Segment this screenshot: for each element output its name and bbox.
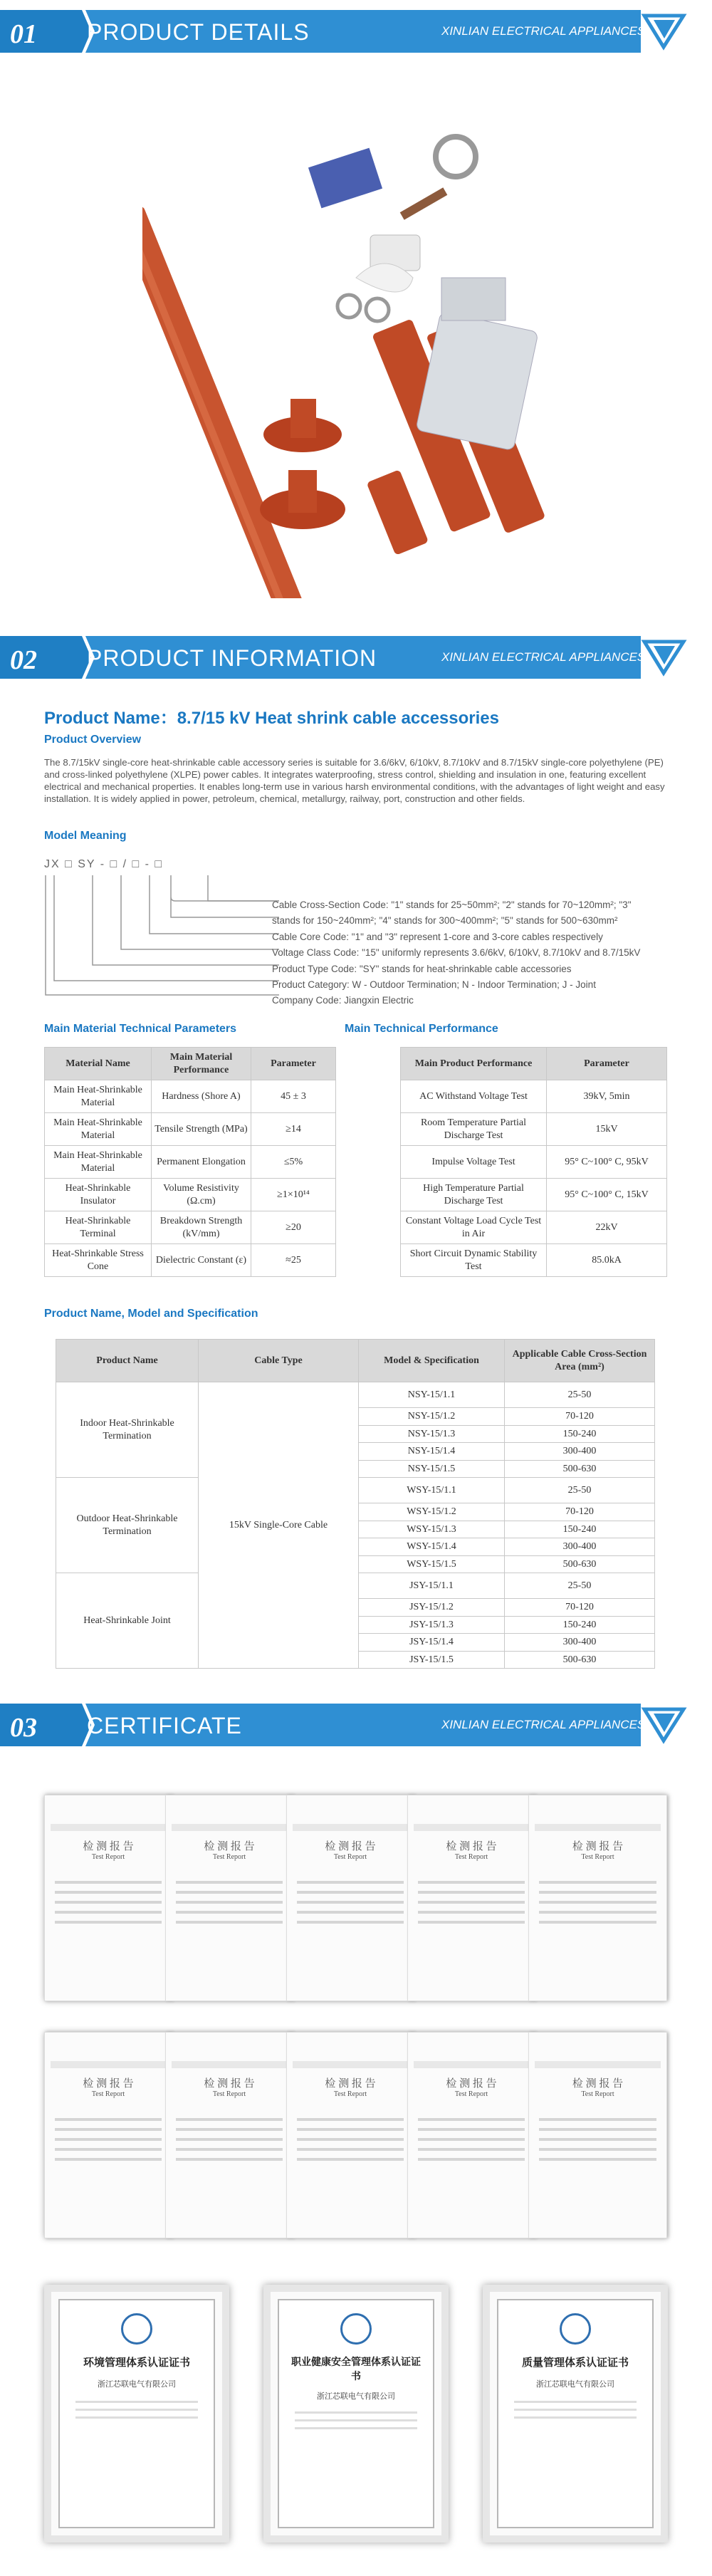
table-cell: Constant Voltage Load Cycle Test in Air (401, 1211, 547, 1244)
table-cell: Tensile Strength (MPa) (152, 1113, 251, 1146)
table-cell: AC Withstand Voltage Test (401, 1080, 547, 1113)
test-report (528, 1795, 667, 2001)
test-report (286, 1795, 414, 2001)
report-subtitle: Test Report (454, 1853, 488, 1861)
overview-title: Product Overview (44, 734, 142, 746)
certificate-title: 质量管理体系认证证书 (521, 2357, 629, 2369)
table-row (45, 1179, 336, 1211)
test-report (528, 2032, 667, 2238)
model-explanation (272, 897, 685, 1009)
table-cell: 95° C~100° C, 95kV (547, 1146, 667, 1179)
material-table (44, 1047, 336, 1277)
banner-subtitle: XINLIAN ELECTRICAL APPLIANCES (441, 24, 646, 38)
spec-table-body (56, 1382, 655, 1669)
table-cell: 25-50 (505, 1573, 655, 1599)
certificate-company: 浙江芯联电气有限公司 (98, 2380, 176, 2389)
table-cell: 70-120 (505, 1503, 655, 1521)
table-cell: JSY-15/1.1 (359, 1573, 505, 1599)
certificate-frame (263, 2285, 449, 2543)
test-report (407, 2032, 535, 2238)
test-report (44, 1795, 172, 2001)
col-header: Material Name (45, 1048, 152, 1080)
table-cell: 150-240 (505, 1616, 655, 1634)
table-cell: 500-630 (505, 1651, 655, 1669)
table-cell: NSY-15/1.1 (359, 1382, 505, 1408)
certificate-title: 职业健康安全管理体系认证证书 (291, 2356, 421, 2382)
table-cell: Heat-Shrinkable Insulator (45, 1179, 152, 1211)
banner-number: 03 (10, 1713, 37, 1743)
table-cell: WSY-15/1.1 (359, 1478, 505, 1503)
certificate-frame (44, 2285, 229, 2543)
table-cell: JSY-15/1.5 (359, 1651, 505, 1669)
table-cell: WSY-15/1.5 (359, 1555, 505, 1573)
table-cell: Permanent Elongation (152, 1146, 251, 1179)
table-cell: 15kV Single-Core Cable (199, 1382, 359, 1669)
table-cell: 500-630 (505, 1460, 655, 1478)
col-header: Model & Specification (359, 1340, 505, 1382)
model-line: Voltage Class Code: "15" uniformly represents 3.6/6kV, 6/10kV, 8.7/10kV and 8.7/15kV (272, 947, 641, 959)
banner-number: 01 (10, 19, 37, 49)
table-cell: 39kV, 5min (547, 1080, 667, 1113)
table-cell: 85.0kA (547, 1244, 667, 1277)
report-title: 检 测 报 告 (83, 1841, 134, 1852)
table-cell: 500-630 (505, 1555, 655, 1573)
col-header: Main Product Performance (401, 1048, 547, 1080)
report-title: 检 测 报 告 (325, 2078, 376, 2090)
table-cell: 45 ± 3 (251, 1080, 336, 1113)
table-cell: Heat-Shrinkable Joint (56, 1573, 199, 1669)
table-cell: ≥1×10¹⁴ (251, 1179, 336, 1211)
table-cell: Indoor Heat-Shrinkable Termination (56, 1382, 199, 1478)
certificate-company: 浙江芯联电气有限公司 (536, 2380, 614, 2389)
model-meaning-title: Model Meaning (44, 830, 127, 842)
report-title: 检 测 报 告 (325, 1841, 376, 1852)
table-cell: ≥14 (251, 1113, 336, 1146)
table-cell: 25-50 (505, 1478, 655, 1503)
table-cell: JSY-15/1.3 (359, 1616, 505, 1634)
model-line: stands for 150~240mm²; "4" stands for 300~400mm²; "5" stands for 500~630mm² (272, 915, 618, 927)
test-report (165, 2032, 293, 2238)
report-title: 检 测 报 告 (204, 2078, 255, 2090)
table-cell: ≥20 (251, 1211, 336, 1244)
table-cell: Volume Resistivity (Ω.cm) (152, 1179, 251, 1211)
table-row (401, 1244, 667, 1277)
material-table-body (45, 1080, 336, 1277)
banner-subtitle: XINLIAN ELECTRICAL APPLIANCES (441, 650, 646, 664)
test-report (44, 2032, 172, 2238)
table-cell: Impulse Voltage Test (401, 1146, 547, 1179)
report-title: 检 测 报 告 (204, 1841, 255, 1852)
section-banner-certificate (0, 1704, 712, 1746)
banner-subtitle: XINLIAN ELECTRICAL APPLIANCES (441, 1718, 646, 1731)
model-code: JX □ SY - □ / □ - □ (44, 858, 164, 870)
table-row (45, 1244, 336, 1277)
overview-text: The 8.7/15kV single-core heat-shrinkable cable accessory series is suitable for 3.6/6kV, 6/10kV, 8.7/10kV and 8.7/15kV single-core polyethylene (PE) and cross-linked polyethylene (XLPE) power cables. It integrates waterproofing, stress control, shielding and insulation in one, featuring excellent electrical and mechanical properties. It enables long-term use in various harsh environmental conditions, with the advantages of light weight and easy installation. It is widely applied in power, petroleum, chemical, metallurgy, railway, port, construction and other fields. (44, 757, 665, 804)
table-cell: 70-120 (505, 1599, 655, 1617)
report-subtitle: Test Report (581, 1853, 614, 1861)
table-cell: 70-120 (505, 1408, 655, 1426)
table-cell: NSY-15/1.5 (359, 1460, 505, 1478)
section-banner-product-details (0, 10, 712, 53)
table-cell: 150-240 (505, 1425, 655, 1443)
spec-table (56, 1339, 655, 1669)
table-row (45, 1080, 336, 1113)
seal-icon (121, 2313, 152, 2345)
table-cell: ≈25 (251, 1244, 336, 1277)
col-header: Main Material Performance (152, 1048, 251, 1080)
report-subtitle: Test Report (333, 1853, 367, 1861)
table-cell: Main Heat-Shrinkable Material (45, 1080, 152, 1113)
certificate-company: 浙江芯联电气有限公司 (317, 2392, 395, 2401)
table-cell: ≤5% (251, 1146, 336, 1179)
table-cell: NSY-15/1.4 (359, 1443, 505, 1461)
table-cell: Short Circuit Dynamic Stability Test (401, 1244, 547, 1277)
table-cell: 15kV (547, 1113, 667, 1146)
table-cell: 150-240 (505, 1521, 655, 1538)
table-cell: Outdoor Heat-Shrinkable Termination (56, 1478, 199, 1573)
table-cell: 300-400 (505, 1634, 655, 1652)
table-row (401, 1113, 667, 1146)
report-title: 检 测 报 告 (572, 1841, 624, 1852)
certificate-title: 环境管理体系认证证书 (83, 2357, 190, 2369)
test-report (407, 1795, 535, 2001)
section-banner-product-information (0, 636, 712, 679)
table-cell: WSY-15/1.4 (359, 1538, 505, 1556)
test-report-row (44, 2032, 667, 2238)
report-title: 检 测 报 告 (446, 1841, 497, 1852)
table-row (401, 1080, 667, 1113)
table-cell: Main Heat-Shrinkable Material (45, 1113, 152, 1146)
table-cell: WSY-15/1.3 (359, 1521, 505, 1538)
product-name: Product Name：8.7/15 kV Heat shrink cable accessories (44, 709, 499, 728)
table-row (401, 1146, 667, 1179)
report-subtitle: Test Report (581, 2090, 614, 2098)
col-header: Parameter (547, 1048, 667, 1080)
table-cell: 25-50 (505, 1382, 655, 1408)
report-title: 检 测 报 告 (446, 2078, 497, 2090)
seal-icon (560, 2313, 591, 2345)
test-report-row (44, 1795, 667, 2001)
report-title: 检 测 报 告 (572, 2078, 624, 2090)
banner-title: CERTIFICATE (87, 1713, 242, 1738)
table-row (45, 1211, 336, 1244)
performance-table-title: Main Technical Performance (345, 1023, 498, 1035)
report-subtitle: Test Report (454, 2090, 488, 2098)
banner-title: PRODUCT DETAILS (87, 19, 310, 45)
material-table-title: Main Material Technical Parameters (44, 1023, 237, 1035)
table-row (56, 1382, 655, 1408)
model-line: Product Category: W - Outdoor Termination; N - Indoor Termination; J - Joint (272, 979, 596, 991)
table-cell: Main Heat-Shrinkable Material (45, 1146, 152, 1179)
model-line: Cable Cross-Section Code: "1" stands for 25~50mm²; "2" stands for 70~120mm²; "3" (272, 899, 632, 910)
banner-number: 02 (10, 645, 37, 675)
table-cell: 22kV (547, 1211, 667, 1244)
table-cell: Heat-Shrinkable Stress Cone (45, 1244, 152, 1277)
table-row (45, 1113, 336, 1146)
table-cell: 95° C~100° C, 15kV (547, 1179, 667, 1211)
col-header: Applicable Cable Cross-Section Area (mm²) (505, 1340, 655, 1382)
table-cell: Hardness (Shore A) (152, 1080, 251, 1113)
report-title: 检 测 报 告 (83, 2078, 134, 2090)
table-row (401, 1179, 667, 1211)
table-cell: Dielectric Constant (ε) (152, 1244, 251, 1277)
col-header: Cable Type (199, 1340, 359, 1382)
col-header: Product Name (56, 1340, 199, 1382)
test-report (286, 2032, 414, 2238)
report-subtitle: Test Report (91, 1853, 125, 1861)
product-photo (142, 107, 570, 598)
certificate-frame (483, 2285, 668, 2543)
table-cell: JSY-15/1.2 (359, 1599, 505, 1617)
col-header: Parameter (251, 1048, 336, 1080)
table-cell: WSY-15/1.2 (359, 1503, 505, 1521)
table-cell: 300-400 (505, 1538, 655, 1556)
model-line: Company Code: Jiangxin Electric (272, 995, 414, 1006)
spec-table-title: Product Name, Model and Specification (44, 1308, 258, 1320)
report-subtitle: Test Report (212, 2090, 246, 2098)
table-cell: Breakdown Strength (kV/mm) (152, 1211, 251, 1244)
test-report (165, 1795, 293, 2001)
model-line: Cable Core Code: "1" and "3" represent 1-core and 3-core cables respectively (272, 931, 603, 942)
table-cell: NSY-15/1.3 (359, 1425, 505, 1443)
performance-table-body (401, 1080, 667, 1277)
table-row (401, 1211, 667, 1244)
performance-table (400, 1047, 667, 1277)
report-subtitle: Test Report (333, 2090, 367, 2098)
table-cell: Heat-Shrinkable Terminal (45, 1211, 152, 1244)
model-bracket-lines (44, 872, 279, 1004)
model-line: Product Type Code: "SY" stands for heat-shrinkable cable accessories (272, 963, 572, 974)
table-cell: 300-400 (505, 1443, 655, 1461)
table-cell: High Temperature Partial Discharge Test (401, 1179, 547, 1211)
report-subtitle: Test Report (212, 1853, 246, 1861)
report-subtitle: Test Report (91, 2090, 125, 2098)
table-row (45, 1146, 336, 1179)
table-cell: Room Temperature Partial Discharge Test (401, 1113, 547, 1146)
seal-icon (340, 2313, 372, 2345)
banner-title: PRODUCT INFORMATION (87, 645, 377, 671)
table-cell: NSY-15/1.2 (359, 1408, 505, 1426)
table-cell: JSY-15/1.4 (359, 1634, 505, 1652)
